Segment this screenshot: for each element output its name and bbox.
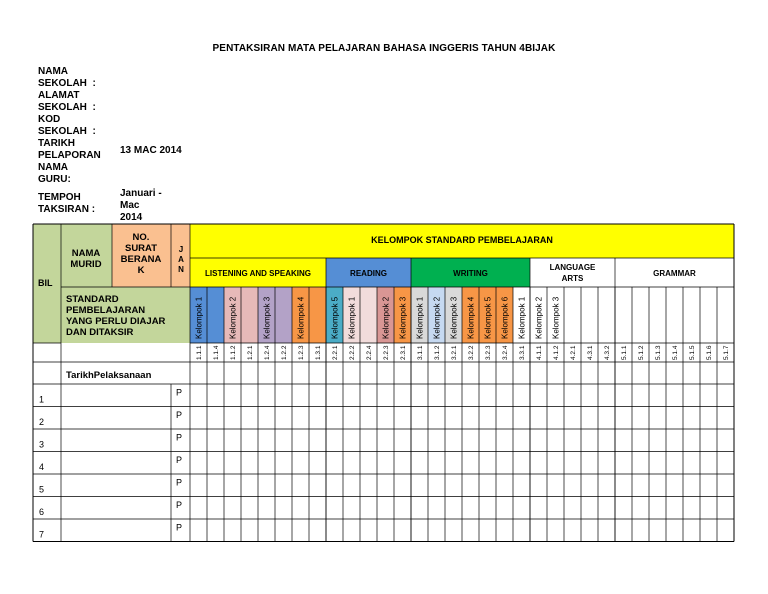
standard-code: 2.3.1 bbox=[400, 345, 407, 360]
standard-code: 2.2.2 bbox=[349, 345, 356, 360]
row-number: 7 bbox=[39, 529, 45, 540]
standard-code: 3.2.3 bbox=[485, 345, 492, 360]
standard-code: 2.2.1 bbox=[332, 345, 339, 360]
tempoh-line: Mac bbox=[120, 200, 140, 211]
no-surat-header: BERANA bbox=[120, 254, 162, 265]
info-line: SEKOLAH : bbox=[38, 78, 96, 89]
kelompok-label: Kelompok 2 bbox=[228, 296, 238, 339]
jan-header: N bbox=[178, 265, 184, 274]
row-number: 3 bbox=[39, 439, 45, 450]
standard-code: 5.1.3 bbox=[655, 345, 662, 360]
kelompok-label: Kelompok 4 bbox=[466, 296, 476, 339]
tempoh-line: Januari - bbox=[120, 188, 162, 199]
row-jan-mark: P bbox=[176, 500, 183, 510]
jan-header: A bbox=[178, 255, 184, 264]
standard-code: 2.2.3 bbox=[383, 345, 390, 360]
info-line: TEMPOH bbox=[38, 192, 81, 203]
skill-label: GRAMMAR bbox=[653, 269, 696, 278]
kelompok-label: Kelompok 5 bbox=[483, 296, 493, 339]
row-jan-mark: P bbox=[176, 432, 183, 443]
kelompok-label: Kelompok 2 bbox=[534, 296, 544, 339]
kelompok-label: Kelompok 3 bbox=[449, 296, 459, 339]
kelompok-label: Kelompok 2 bbox=[432, 296, 442, 339]
row-number: 2 bbox=[39, 417, 45, 427]
standard-header: YANG PERLU DIAJAR bbox=[66, 316, 166, 327]
standard-code: 3.1.2 bbox=[434, 345, 441, 360]
kelompok-label: Kelompok 1 bbox=[194, 296, 204, 339]
info-line: TAKSIRAN : bbox=[38, 204, 96, 215]
standard-code: 4.1.2 bbox=[553, 345, 560, 360]
kelompok-label: Kelompok 1 bbox=[347, 296, 357, 339]
standard-code: 4.3.1 bbox=[587, 345, 594, 360]
info-line: NAMA bbox=[38, 162, 68, 173]
kelompok-label: Kelompok 3 bbox=[551, 296, 561, 339]
standard-code: 1.1.1 bbox=[196, 345, 203, 360]
page-title: PENTAKSIRAN MATA PELAJARAN BAHASA INGGERIS TAHUN 4BIJAK bbox=[212, 43, 556, 54]
kelompok-label: Kelompok 3 bbox=[262, 296, 272, 339]
standard-code: 1.2.4 bbox=[264, 345, 271, 360]
standard-code: 2.2.4 bbox=[366, 345, 373, 360]
row-number: 4 bbox=[39, 462, 45, 472]
row-number: 5 bbox=[39, 484, 45, 495]
tarikh-pelaksanaan-label: TarikhPelaksanaan bbox=[66, 370, 152, 381]
bil-header: BIL bbox=[38, 278, 53, 288]
skill-label: LANGUAGE bbox=[549, 263, 596, 272]
standard-code: 3.1.1 bbox=[417, 345, 424, 360]
nama-murid-header: MURID bbox=[70, 259, 102, 270]
no-surat-header: NO. bbox=[132, 232, 150, 243]
standard-code: 5.1.5 bbox=[689, 345, 696, 360]
no-surat-header: K bbox=[137, 265, 145, 276]
standard-code: 3.2.1 bbox=[451, 345, 458, 360]
jan-header: J bbox=[178, 245, 184, 254]
row-jan-mark: P bbox=[176, 477, 183, 488]
standard-code: 4.1.1 bbox=[536, 345, 543, 360]
kelompok-label: Kelompok 1 bbox=[415, 296, 425, 339]
standard-header: STANDARD bbox=[66, 294, 119, 305]
info-line: NAMA bbox=[38, 66, 68, 77]
no-surat-header: SURAT bbox=[124, 243, 158, 254]
kelompok-label: Kelompok 6 bbox=[500, 296, 510, 339]
kelompok-label: Kelompok 4 bbox=[296, 296, 306, 339]
kelompok-label: Kelompok 2 bbox=[381, 296, 391, 339]
kelompok-label: Kelompok 5 bbox=[330, 296, 340, 339]
standard-code: 5.1.7 bbox=[723, 345, 730, 360]
standard-code: 5.1.4 bbox=[672, 345, 679, 360]
standard-code: 1.3.1 bbox=[315, 345, 322, 360]
standard-header: DAN DITAKSIR bbox=[66, 327, 134, 338]
info-line: ALAMAT bbox=[38, 90, 80, 101]
kelompok-label: Kelompok 3 bbox=[398, 296, 408, 339]
standard-code: 1.2.1 bbox=[247, 345, 254, 360]
info-line: GURU: bbox=[38, 174, 71, 185]
standard-code: 1.1.4 bbox=[213, 345, 220, 360]
skill-label: ARTS bbox=[561, 274, 584, 283]
skill-label: WRITING bbox=[453, 269, 488, 278]
standard-code: 4.2.1 bbox=[570, 345, 577, 360]
info-line: TARIKH bbox=[38, 138, 76, 149]
standard-code: 5.1.2 bbox=[638, 345, 645, 360]
row-jan-mark: P bbox=[176, 455, 183, 465]
standard-code: 4.3.2 bbox=[604, 345, 611, 360]
row-number: 1 bbox=[39, 394, 45, 405]
row-jan-mark: P bbox=[176, 522, 183, 533]
row-jan-mark: P bbox=[176, 387, 183, 398]
skill-label: READING bbox=[350, 269, 387, 278]
info-line: KOD bbox=[38, 114, 61, 125]
standard-code: 3.2.2 bbox=[468, 345, 475, 360]
row-jan-mark: P bbox=[176, 410, 183, 420]
standard-header: PEMBELAJARAN bbox=[66, 305, 146, 316]
row-number: 6 bbox=[39, 507, 45, 517]
info-line: SEKOLAH : bbox=[38, 102, 96, 113]
standard-code: 1.2.2 bbox=[281, 345, 288, 360]
tempoh-line: 2014 bbox=[120, 212, 143, 223]
info-line: PELAPORAN bbox=[38, 150, 101, 161]
standard-code: 5.1.6 bbox=[706, 345, 713, 360]
standard-code: 1.2.3 bbox=[298, 345, 305, 360]
skill-label: LISTENING AND SPEAKING bbox=[205, 269, 311, 278]
nama-murid-header: NAMA bbox=[71, 248, 101, 259]
standard-code: 1.1.2 bbox=[230, 345, 237, 360]
kelompok-standard-title: KELOMPOK STANDARD PEMBELAJARAN bbox=[371, 235, 553, 245]
tarikh-value: 13 MAC 2014 bbox=[120, 145, 182, 156]
kelompok-label: Kelompok 1 bbox=[517, 296, 527, 339]
standard-code: 3.3.1 bbox=[519, 345, 526, 360]
standard-code: 3.2.4 bbox=[502, 345, 509, 360]
standard-code: 5.1.1 bbox=[621, 345, 628, 360]
info-line: SEKOLAH : bbox=[38, 126, 96, 137]
